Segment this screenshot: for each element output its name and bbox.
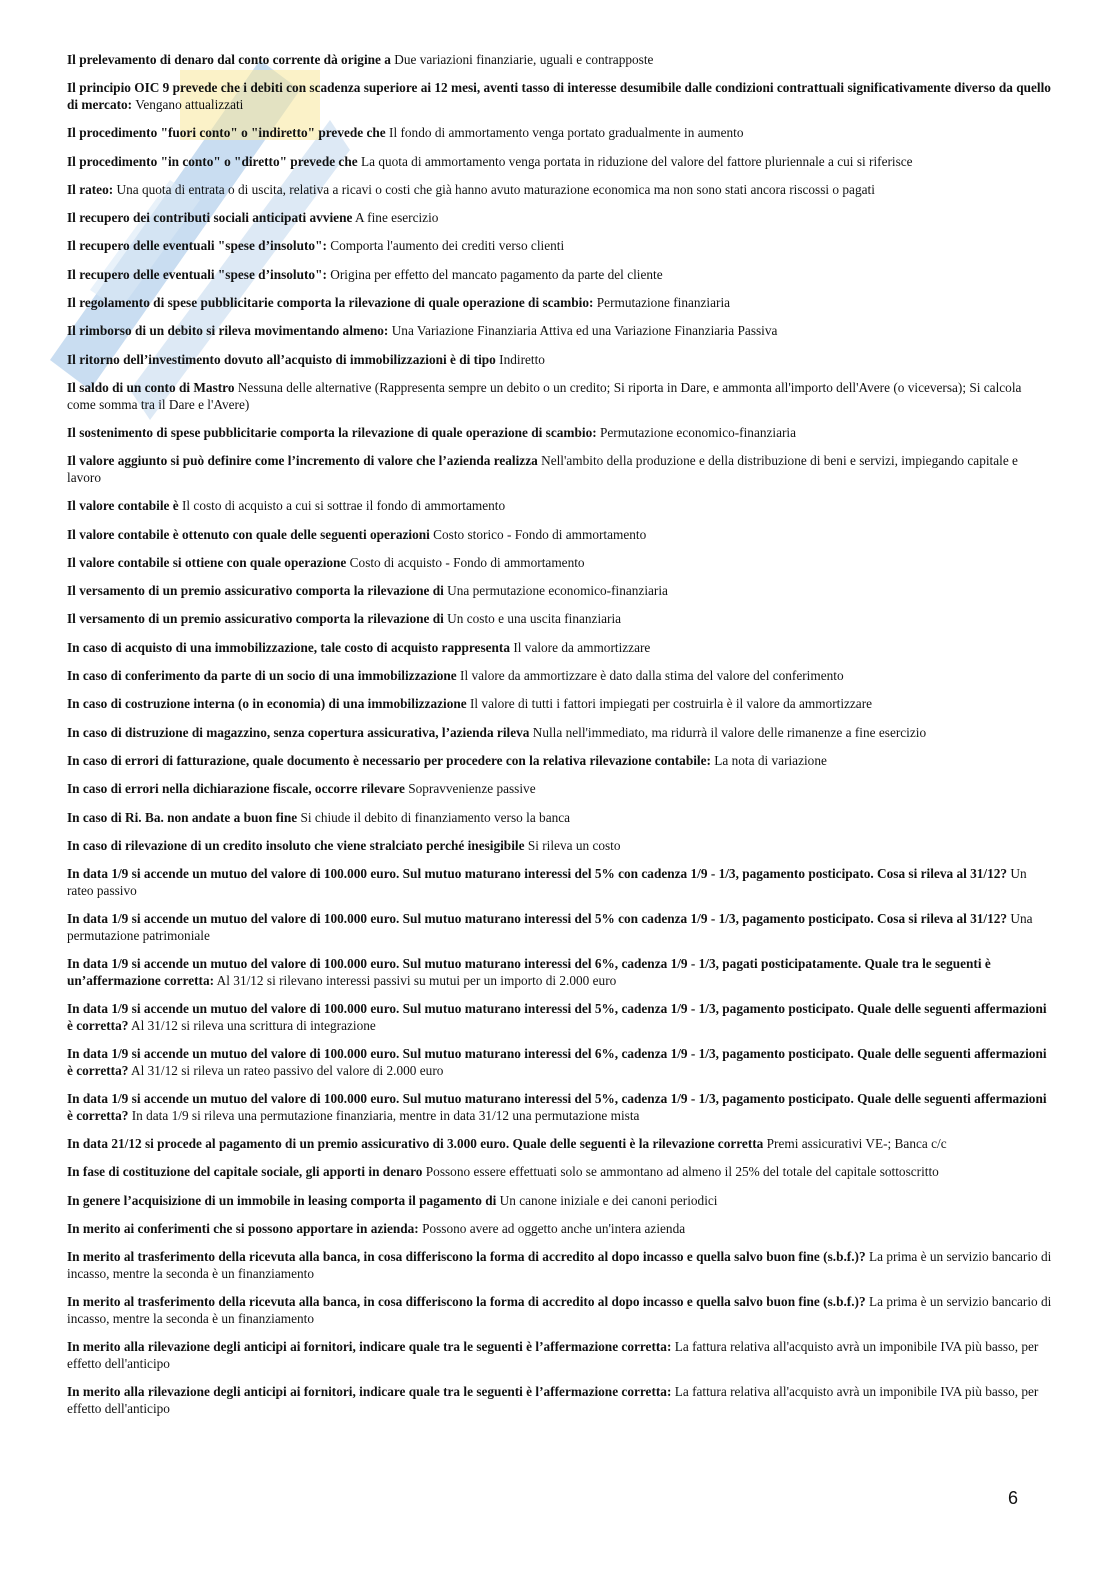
- qa-entry: [67, 238, 1053, 255]
- qa-entry: [67, 80, 1053, 113]
- qa-entry: [67, 640, 1053, 657]
- question-text: In data 1/9 si accende un mutuo del valore di 100.000 euro. Sul mutuo maturano interessi del 6%, cadenza 1/9 - 1/3, pagamento posticipato. Quale delle seguenti affermazioni è corretta?: [67, 1046, 1047, 1078]
- question-text: In data 1/9 si accende un mutuo del valore di 100.000 euro. Sul mutuo maturano interessi del 5% con cadenza 1/9 - 1/3, pagamento posticipato. Cosa si rileva al 31/12?: [67, 911, 1008, 927]
- question-text: In genere l’acquisizione di un immobile in leasing comporta il pagamento di: [67, 1192, 497, 1208]
- question-text: Il valore contabile è: [67, 498, 179, 514]
- qa-entry: [67, 1339, 1053, 1372]
- question-text: Il recupero dei contributi sociali anticipati avviene: [67, 210, 353, 226]
- qa-entry: [67, 956, 1053, 989]
- question-text: In caso di rilevazione di un credito insoluto che viene stralciato perché inesigibile: [67, 837, 525, 853]
- answer-text: Il valore da ammortizzare è dato dalla stima del valore del conferimento: [460, 668, 844, 684]
- question-text: In merito al trasferimento della ricevuta alla banca, in cosa differiscono la forma di accredito al dopo incasso e quella salvo buon fine (s.b.f.)?: [67, 1294, 866, 1310]
- question-text: Il valore contabile si ottiene con quale operazione: [67, 554, 347, 570]
- qa-entry: [67, 1221, 1053, 1238]
- question-text: In merito ai conferimenti che si possono apportare in azienda:: [67, 1221, 419, 1237]
- qa-entry: [67, 1046, 1053, 1079]
- answer-text: Il valore da ammortizzare: [513, 639, 651, 655]
- answer-text: Permutazione economico-finanziaria: [599, 424, 797, 440]
- answer-text: Il valore di tutti i fattori impiegati per costruirla è il valore da ammortizzare: [469, 696, 873, 712]
- question-text: In data 1/9 si accende un mutuo del valore di 100.000 euro. Sul mutuo maturano interessi del 6%, cadenza 1/9 - 1/3, pagati posticipatamente. Quale tra le seguenti è un’affermazione corretta:: [67, 956, 991, 988]
- qa-entry: [67, 267, 1053, 284]
- question-text: Il valore contabile è ottenuto con quale delle seguenti operazioni: [67, 526, 430, 542]
- question-text: Il rateo:: [67, 181, 114, 197]
- qa-list: [67, 52, 1053, 1429]
- answer-text: Origina per effetto del mancato pagamento da parte del cliente: [330, 266, 663, 282]
- qa-entry: [67, 125, 1053, 142]
- question-text: In data 1/9 si accende un mutuo del valore di 100.000 euro. Sul mutuo maturano interessi del 5%, cadenza 1/9 - 1/3, pagamento posticipato. Quale delle seguenti affermazioni è corretta?: [67, 1001, 1047, 1033]
- question-text: In merito alla rilevazione degli anticipi ai fornitori, indicare quale tra le seguenti è l’affermazione corretta:: [67, 1384, 672, 1400]
- answer-text: Si chiude il debito di finanziamento verso la banca: [300, 809, 571, 825]
- answer-text: Vengano attualizzati: [135, 97, 244, 112]
- qa-entry: [67, 1384, 1053, 1417]
- qa-entry: [67, 380, 1053, 413]
- question-text: In data 1/9 si accende un mutuo del valore di 100.000 euro. Sul mutuo maturano interessi del 5%, cadenza 1/9 - 1/3, pagamento posticipato. Quale delle seguenti affermazioni è corretta?: [67, 1091, 1047, 1123]
- answer-text: Una permutazione patrimoniale: [67, 911, 1033, 943]
- qa-entry: [67, 498, 1053, 515]
- qa-entry: [67, 323, 1053, 340]
- qa-entry: [67, 583, 1053, 600]
- qa-entry: [67, 555, 1053, 572]
- answer-text: La prima è un servizio bancario di incasso, mentre la seconda è un finanziamento: [67, 1249, 1052, 1282]
- qa-entry: [67, 781, 1053, 798]
- question-text: Il recupero delle eventuali "spese d’insoluto":: [67, 238, 327, 254]
- qa-entry: [67, 527, 1053, 544]
- qa-entry: [67, 1164, 1053, 1181]
- answer-text: La fattura relativa all'acquisto avrà un imponibile IVA più basso, per effetto dell'anticipo: [67, 1384, 1039, 1417]
- qa-entry: [67, 210, 1053, 227]
- answer-text: Costo storico - Fondo di ammortamento: [433, 526, 647, 542]
- question-text: In data 21/12 si procede al pagamento di un premio assicurativo di 3.000 euro. Quale delle seguenti è la rilevazione corretta: [67, 1136, 764, 1152]
- answer-text: Due variazioni finanziarie, uguali e contrapposte: [394, 52, 654, 67]
- qa-entry: [67, 911, 1053, 944]
- answer-text: Una quota di entrata o di uscita, relativa a ricavi o costi che già hanno avuto maturazione economica ma non sono stati ancora riscossi o pagati: [116, 181, 875, 197]
- answer-text: La fattura relativa all'acquisto avrà un imponibile IVA più basso, per effetto dell'anticipo: [67, 1339, 1039, 1372]
- question-text: In data 1/9 si accende un mutuo del valore di 100.000 euro. Sul mutuo maturano interessi del 5% con cadenza 1/9 - 1/3, pagamento posticipato. Cosa si rileva al 31/12?: [67, 866, 1008, 882]
- answer-text: Al 31/12 si rileva un rateo passivo del valore di 2.000 euro: [131, 1062, 444, 1078]
- answer-text: Si rileva un costo: [527, 837, 621, 853]
- question-text: In caso di errori nella dichiarazione fiscale, occorre rilevare: [67, 781, 405, 797]
- question-text: Il saldo di un conto di Mastro: [67, 379, 235, 395]
- question-text: Il versamento di un premio assicurativo comporta la rilevazione di: [67, 611, 444, 627]
- answer-text: Comporta l'aumento dei crediti verso clienti: [330, 238, 565, 254]
- question-text: Il valore aggiunto si può definire come l’incremento di valore che l’azienda realizza: [67, 453, 538, 469]
- answer-text: Un rateo passivo: [67, 866, 1027, 898]
- qa-entry: [67, 668, 1053, 685]
- question-text: In caso di Ri. Ba. non andate a buon fine: [67, 809, 298, 825]
- qa-entry: [67, 611, 1053, 628]
- answer-text: Possono avere ad oggetto anche un'intera azienda: [422, 1221, 686, 1237]
- qa-entry: [67, 425, 1053, 442]
- question-text: Il principio OIC 9 prevede che i debiti con scadenza superiore ai 12 mesi, aventi tasso di interesse desumibile dalle condizioni contrattuali significativamente diverso da quello di mercato:: [67, 80, 1051, 112]
- qa-entry: [67, 725, 1053, 742]
- qa-entry: [67, 182, 1053, 199]
- qa-entry: [67, 1193, 1053, 1210]
- answer-text: Permutazione finanziaria: [596, 295, 731, 311]
- answer-text: In data 1/9 si rileva una permutazione finanziaria, mentre in data 31/12 una permutazione mista: [131, 1107, 640, 1123]
- question-text: In caso di conferimento da parte di un socio di una immobilizzazione: [67, 668, 457, 684]
- question-text: Il recupero delle eventuali "spese d’insoluto":: [67, 266, 327, 282]
- question-text: In fase di costituzione del capitale sociale, gli apporti in denaro: [67, 1164, 423, 1180]
- qa-entry: [67, 1091, 1053, 1124]
- answer-text: A fine esercizio: [354, 210, 439, 226]
- qa-entry: [67, 696, 1053, 713]
- qa-entry: [67, 154, 1053, 171]
- answer-text: La prima è un servizio bancario di incasso, mentre la seconda è un finanziamento: [67, 1294, 1052, 1327]
- qa-entry: [67, 1001, 1053, 1034]
- question-text: Il sostenimento di spese pubblicitarie comporta la rilevazione di quale operazione di scambio:: [67, 424, 597, 440]
- qa-entry: [67, 352, 1053, 369]
- answer-text: Possono essere effettuati solo se ammontano ad almeno il 25% del totale del capitale sottoscritto: [425, 1164, 939, 1180]
- qa-entry: [67, 1294, 1053, 1327]
- answer-text: Sopravvenienze passive: [408, 781, 536, 797]
- answer-text: Nell'ambito della produzione e della distribuzione di beni e servizi, impiegando capitale e lavoro: [67, 453, 1018, 485]
- qa-entry: [67, 838, 1053, 855]
- question-text: In caso di costruzione interna (o in economia) di una immobilizzazione: [67, 696, 467, 712]
- qa-entry: [67, 866, 1053, 899]
- qa-entry: [67, 1249, 1053, 1282]
- qa-entry: [67, 52, 1053, 69]
- question-text: Il versamento di un premio assicurativo comporta la rilevazione di: [67, 583, 444, 599]
- answer-text: Un costo e una uscita finanziaria: [447, 611, 622, 627]
- question-text: Il regolamento di spese pubblicitarie comporta la rilevazione di quale operazione di scambio:: [67, 295, 594, 311]
- question-text: In caso di errori di fatturazione, quale documento è necessario per procedere con la relativa rilevazione contabile:: [67, 752, 711, 768]
- question-text: Il procedimento "fuori conto" o "indiretto" prevede che: [67, 125, 386, 141]
- answer-text: Il costo di acquisto a cui si sottrae il fondo di ammortamento: [181, 498, 506, 514]
- qa-entry: [67, 1136, 1053, 1153]
- answer-text: Un canone iniziale e dei canoni periodici: [499, 1192, 718, 1208]
- answer-text: Premi assicurativi VE-; Banca c/c: [766, 1136, 947, 1152]
- question-text: Il rimborso di un debito si rileva movimentando almeno:: [67, 323, 389, 339]
- qa-entry: [67, 453, 1053, 486]
- answer-text: Nessuna delle alternative (Rappresenta sempre un debito o un credito; Si riporta in Dare, e ammonta all'importo dell'Avere (o viceversa); Si calcola come somma tra il Dare e l'Avere): [67, 379, 1022, 412]
- qa-entry: [67, 810, 1053, 827]
- answer-text: Una Variazione Finanziaria Attiva ed una Variazione Finanziaria Passiva: [391, 323, 778, 339]
- answer-text: Il fondo di ammortamento venga portato gradualmente in aumento: [389, 125, 744, 141]
- answer-text: Al 31/12 si rilevano interessi passivi su mutui per un importo di 2.000 euro: [216, 972, 617, 988]
- question-text: Il procedimento "in conto" o "diretto" prevede che: [67, 153, 358, 169]
- answer-text: Indiretto: [499, 351, 545, 367]
- answer-text: Al 31/12 si rileva una scrittura di integrazione: [131, 1017, 376, 1033]
- answer-text: Nulla nell'immediato, ma ridurrà il valore delle rimanenze a fine esercizio: [532, 724, 927, 740]
- question-text: In merito al trasferimento della ricevuta alla banca, in cosa differiscono la forma di accredito al dopo incasso e quella salvo buon fine (s.b.f.)?: [67, 1249, 866, 1265]
- question-text: In merito alla rilevazione degli anticipi ai fornitori, indicare quale tra le seguenti è l’affermazione corretta:: [67, 1339, 672, 1355]
- answer-text: La quota di ammortamento venga portata in riduzione del valore del fattore pluriennale a cui si riferisce: [360, 153, 913, 169]
- answer-text: La nota di variazione: [714, 752, 827, 768]
- answer-text: Costo di acquisto - Fondo di ammortamento: [349, 554, 585, 570]
- page-number: 6: [1008, 1488, 1019, 1508]
- question-text: Il ritorno dell’investimento dovuto all’acquisto di immobilizzazioni è di tipo: [67, 351, 496, 367]
- qa-entry: [67, 753, 1053, 770]
- question-text: Il prelevamento di denaro dal conto corrente dà origine a: [67, 52, 391, 67]
- question-text: In caso di acquisto di una immobilizzazione, tale costo di acquisto rappresenta: [67, 639, 511, 655]
- qa-entry: [67, 295, 1053, 312]
- answer-text: Una permutazione economico-finanziaria: [447, 583, 668, 599]
- question-text: In caso di distruzione di magazzino, senza copertura assicurativa, l’azienda rileva: [67, 724, 530, 740]
